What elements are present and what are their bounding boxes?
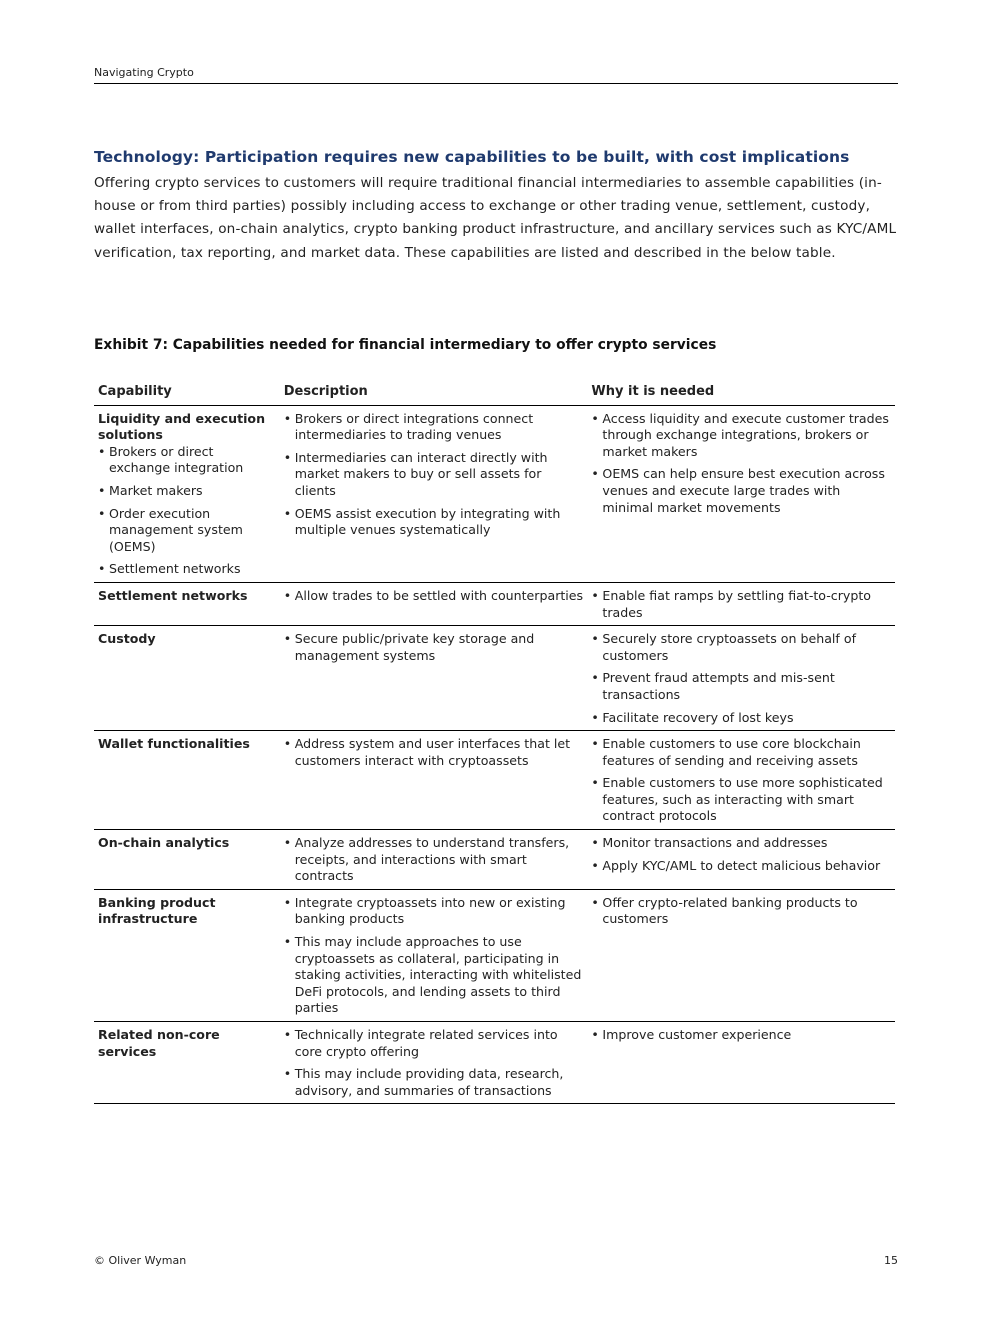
table-row — [94, 889, 895, 1021]
column-header-why: Why it is needed — [587, 381, 895, 405]
capability-sub-item: • Settlement networks — [98, 561, 276, 578]
capability-cell — [94, 405, 280, 582]
capability-cell — [94, 830, 280, 890]
why-needed-cell — [587, 731, 895, 830]
why-needed-item: • Facilitate recovery of lost keys — [591, 710, 891, 727]
description-list — [284, 588, 584, 605]
capability-cell — [94, 626, 280, 731]
description-cell — [280, 889, 588, 1021]
capability-name: Wallet functionalities — [98, 736, 250, 752]
why-needed-cell — [587, 889, 895, 1021]
column-header-capability: Capability — [94, 381, 280, 405]
table-row — [94, 405, 895, 582]
why-needed-cell — [587, 626, 895, 731]
why-needed-item: • Prevent fraud attempts and mis-sent transactions — [591, 670, 891, 703]
description-cell — [280, 626, 588, 731]
capability-name: Related non-core services — [98, 1027, 220, 1059]
description-cell — [280, 405, 588, 582]
technology-section — [94, 148, 898, 265]
why-needed-cell — [587, 1022, 895, 1104]
capability-sub-item: • Order execution management system (OEMS) — [98, 506, 276, 556]
capabilities-table — [94, 381, 895, 1104]
section-body: Offering crypto services to customers will require traditional financial intermediaries to assemble capabilities (in-house or from third parties) possibly including access to exchange or other trading venue, settlement, custody, wallet interfaces, on-chain analytics, crypto banking product infrastructure, and ancillary services such as KYC/AML verification, tax reporting, and market data. These capabilities are listed and described in the below table. — [94, 175, 897, 261]
why-needed-cell — [587, 582, 895, 625]
why-needed-list — [591, 411, 891, 517]
description-item: • This may include providing data, research, advisory, and summaries of transactions — [284, 1066, 584, 1099]
table-row — [94, 1022, 895, 1104]
capability-sub-item: • Brokers or direct exchange integration — [98, 444, 276, 477]
why-needed-list — [591, 631, 891, 726]
description-item: • Address system and user interfaces that let customers interact with cryptoassets — [284, 736, 584, 769]
footer-copyright: © Oliver Wyman — [94, 1254, 187, 1267]
description-cell — [280, 1022, 588, 1104]
description-item: • Intermediaries can interact directly with market makers to buy or sell assets for clients — [284, 450, 584, 500]
capability-name: On-chain analytics — [98, 835, 230, 851]
page-number: 15 — [884, 1254, 898, 1267]
why-needed-list — [591, 895, 891, 928]
table-row — [94, 626, 895, 731]
why-needed-list — [591, 736, 891, 825]
description-item: • Brokers or direct integrations connect intermediaries to trading venues — [284, 411, 584, 444]
why-needed-item: • OEMS can help ensure best execution across venues and execute large trades with minimal market movements — [591, 466, 891, 516]
description-list — [284, 736, 584, 769]
capability-cell — [94, 582, 280, 625]
description-item: • Technically integrate related services into core crypto offering — [284, 1027, 584, 1060]
why-needed-list — [591, 588, 891, 621]
capability-sub-list — [98, 444, 276, 578]
capability-name: Custody — [98, 631, 156, 647]
table-row — [94, 830, 895, 890]
why-needed-item: • Monitor transactions and addresses — [591, 835, 891, 852]
why-needed-item: • Improve customer experience — [591, 1027, 891, 1044]
why-needed-item: • Enable customers to use core blockchain features of sending and receiving assets — [591, 736, 891, 769]
description-item: • This may include approaches to use cryptoassets as collateral, participating in staking activities, interacting with whitelisted DeFi protocols, and lending assets to third parties — [284, 934, 584, 1017]
why-needed-item: • Apply KYC/AML to detect malicious behavior — [591, 858, 891, 875]
description-list — [284, 631, 584, 664]
why-needed-cell — [587, 830, 895, 890]
why-needed-item: • Enable fiat ramps by settling fiat-to-crypto trades — [591, 588, 891, 621]
capability-cell — [94, 889, 280, 1021]
running-header: Navigating Crypto — [94, 66, 898, 84]
column-header-description: Description — [280, 381, 588, 405]
description-cell — [280, 830, 588, 890]
why-needed-cell — [587, 405, 895, 582]
why-needed-list — [591, 835, 891, 874]
description-item: • Integrate cryptoassets into new or existing banking products — [284, 895, 584, 928]
capability-sub-item: • Market makers — [98, 483, 276, 500]
why-needed-item: • Securely store cryptoassets on behalf of customers — [591, 631, 891, 664]
table-header-row — [94, 381, 895, 405]
description-item: • Allow trades to be settled with counterparties — [284, 588, 584, 605]
exhibit-title: Exhibit 7: Capabilities needed for financial intermediary to offer crypto services — [94, 337, 717, 353]
why-needed-item: • Enable customers to use more sophisticated features, such as interacting with smart contract protocols — [591, 775, 891, 825]
description-list — [284, 1027, 584, 1099]
description-cell — [280, 582, 588, 625]
section-heading: Technology: Participation requires new capabilities to be built, with cost implications — [94, 148, 850, 166]
capability-name: Banking product infrastructure — [98, 894, 216, 927]
capability-cell — [94, 1022, 280, 1104]
description-cell — [280, 731, 588, 830]
why-needed-list — [591, 1027, 891, 1044]
why-needed-item: • Access liquidity and execute customer trades through exchange integrations, brokers or market makers — [591, 411, 891, 461]
table-row — [94, 582, 895, 625]
capability-cell — [94, 731, 280, 830]
description-item: • Analyze addresses to understand transfers, receipts, and interactions with smart contracts — [284, 835, 584, 885]
capability-name: Settlement networks — [98, 587, 248, 603]
description-list — [284, 835, 584, 885]
why-needed-item: • Offer crypto-related banking products to customers — [591, 895, 891, 928]
description-item: • Secure public/private key storage and management systems — [284, 631, 584, 664]
description-list — [284, 895, 584, 1017]
capability-name: Liquidity and execution solutions — [98, 410, 266, 443]
description-list — [284, 411, 584, 539]
table-body — [94, 405, 895, 1104]
description-item: • OEMS assist execution by integrating with multiple venues systematically — [284, 506, 584, 539]
table-row — [94, 731, 895, 830]
